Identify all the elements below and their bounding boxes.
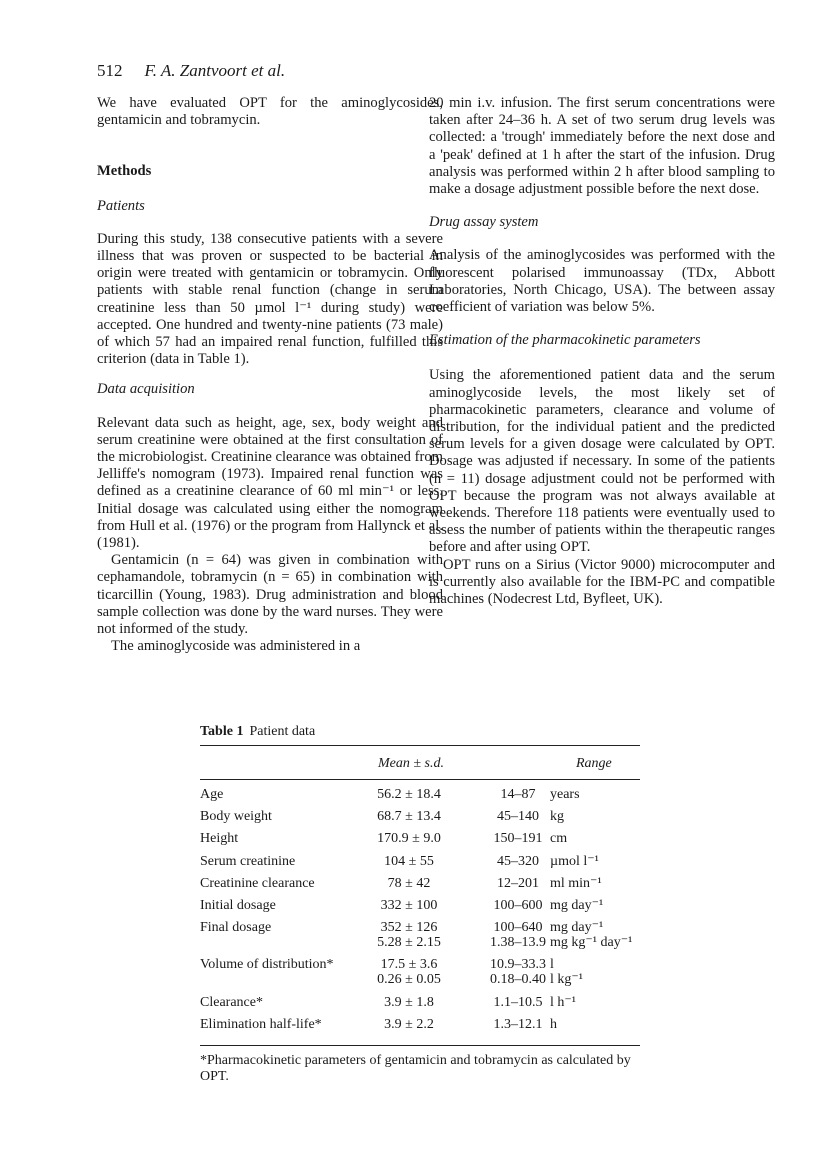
mean-cell: 17.5 ± 3.6: [380, 957, 438, 973]
mean-cell: 332 ± 100: [380, 897, 438, 913]
infusion-paragraph: 20 min i.v. infusion. The first serum concentrations were taken after 24–36 h. A set of two serum drug levels was collected: a 'trough' immediately before the next dose and a 'peak' defined at 1 h after the start of the infusion. Drug analysis was performed within 2 h after blood sampling to make a dosage adjustment possible before the next dose.: [429, 95, 775, 198]
table-header: [200, 746, 640, 779]
data-acquisition-paragraph: Relevant data such as height, age, sex, body weight and serum creatinine were obtained at the first consultation of the microbiologist. Creatinine clearance was obtained from Jelliffe's nomogram (1973). Impaired renal function was defined as a creatinine clearance of 60 ml min⁻¹ or less. Initial dosage was calculated using either the nomogram from Hull et al. (1976) or the program from Hallynck et al. (1981).: [97, 414, 443, 552]
parameter-cell: Final dosage: [200, 920, 272, 936]
range-cell: 1.1–10.5: [493, 994, 543, 1010]
drug-administration-paragraph: Gentamicin (n = 64) was given in combination with cephamandole, tobramycin (n = 65) in combination with ticarcillin (Young, 1983). Drug administration and blood sample collection was done by the ward nurses. They were not informed of the study.: [97, 552, 443, 638]
range-cell: 1.38–13.9: [490, 935, 546, 951]
page-number: 512: [97, 61, 123, 80]
mean-cell: 78 ± 42: [387, 875, 431, 891]
drug-assay-heading: Drug assay system: [429, 214, 539, 231]
range-cell: 100–640: [493, 920, 543, 936]
table-footnote: *Pharmacokinetic parameters of gentamicin and tobramycin as calculated by OPT.: [200, 1052, 631, 1084]
parameter-cell: Clearance*: [200, 994, 263, 1010]
table-body: [200, 780, 640, 1045]
page-header: [97, 61, 285, 81]
mean-cell: 3.9 ± 2.2: [384, 1016, 434, 1032]
mean-cell: 352 ± 126: [380, 920, 438, 936]
table-row: [200, 1017, 640, 1039]
range-cell: 100–600: [493, 897, 543, 913]
table-title: Patient data: [249, 724, 316, 739]
table-caption: [200, 724, 640, 740]
estimation-paragraph: Using the aforementioned patient data and the serum aminoglycoside levels, the most likely set of pharmacokinetic parameters, clearance and volume of distribution, for the individual patient and the predicted serum levels for a given dosage were calculated by OPT. Dosage was adjusted if necessary. In some of the patients (n = 11) dosage adjustment could not be performed with OPT because the program was not always available at weekends. Therefore 118 patients were eventually used to assess the number of patients within the therapeutic ranges before and after using OPT.: [429, 367, 775, 556]
unit-cell: mg day⁻¹: [550, 897, 604, 913]
unit-cell: l h⁻¹: [550, 994, 576, 1010]
range-cell: 45–320: [497, 853, 539, 869]
data-acquisition-heading: Data acquisition: [97, 381, 195, 398]
table-label: Table 1: [200, 724, 244, 739]
parameter-cell: Creatinine clearance: [200, 875, 315, 891]
intro-paragraph: We have evaluated OPT for the aminoglycosides, gentamicin and tobramycin.: [97, 95, 443, 129]
table-row: [200, 787, 640, 809]
parameter-cell: Age: [200, 787, 224, 802]
table-row: [200, 854, 640, 876]
administration-paragraph: The aminoglycoside was administered in a: [111, 638, 361, 655]
mean-cell: 56.2 ± 18.4: [377, 787, 441, 802]
unit-cell: l kg⁻¹: [550, 972, 583, 988]
methods-heading: Methods: [97, 163, 152, 180]
range-cell: 150–191: [493, 831, 543, 847]
parameter-cell: Volume of distribution*: [200, 957, 334, 973]
unit-cell: cm: [550, 831, 568, 847]
patient-data-table: [200, 724, 640, 1085]
running-head-authors: F. A. Zantvoort et al.: [144, 61, 286, 80]
patients-heading: Patients: [97, 197, 145, 214]
mean-cell: 104 ± 55: [384, 853, 434, 869]
unit-cell: kg: [550, 809, 564, 825]
table-row: [200, 809, 640, 831]
parameter-cell: Initial dosage: [200, 897, 276, 913]
column-header-range: Range: [576, 756, 612, 771]
parameter-cell: Body weight: [200, 809, 272, 825]
range-cell: 12–201: [497, 875, 539, 891]
mean-cell: 170.9 ± 9.0: [377, 831, 441, 847]
table-row: [200, 898, 640, 920]
estimation-heading: Estimation of the pharmacokinetic parameters: [429, 332, 701, 349]
opt-platform-paragraph: OPT runs on a Sirius (Victor 9000) microcomputer and is currently also available for the IBM-PC and compatible machines (Nodecrest Ltd, Byfleet, UK).: [429, 556, 775, 608]
parameter-cell: Height: [200, 831, 239, 847]
range-cell: 0.18–0.40: [490, 972, 546, 988]
right-column: [429, 95, 775, 608]
patients-paragraph: During this study, 138 consecutive patients with a severe illness that was proven or suspected to be bacterial in origin were treated with gentamicin or tobramycin. Only patients with stable renal function (change in serum creatinine less than 50 µmol l⁻¹ during study) were accepted. One hundred and twenty-nine patients (73 male) of which 57 had an impaired renal function, fulfilled this criterion (data in Table 1).: [97, 230, 443, 368]
parameter-cell: Elimination half-life*: [200, 1016, 322, 1032]
mean-cell: 5.28 ± 2.15: [377, 935, 441, 951]
table-row: [200, 995, 640, 1017]
mean-cell: 0.26 ± 0.05: [377, 972, 441, 988]
drug-assay-paragraph: Analysis of the aminoglycosides was performed with the fluorescent polarised immunoassay (TDx, Abbott Laboratories, North Chicago, USA). The between assay coefficient of variation was below 5%.: [429, 247, 775, 316]
mean-cell: 3.9 ± 1.8: [384, 994, 434, 1010]
unit-cell: h: [550, 1016, 557, 1032]
range-cell: 14–87: [500, 787, 536, 802]
unit-cell: ml min⁻¹: [550, 875, 602, 891]
table-row: [200, 920, 640, 957]
table-row: [200, 957, 640, 994]
mean-cell: 68.7 ± 13.4: [377, 809, 441, 825]
unit-cell: years: [550, 787, 580, 802]
table-row: [200, 876, 640, 898]
range-cell: 10.9–33.3: [490, 957, 546, 973]
unit-cell: µmol l⁻¹: [550, 853, 599, 869]
column-header-mean: Mean ± s.d.: [378, 756, 445, 771]
unit-cell: l: [550, 957, 554, 973]
left-column: [97, 95, 443, 655]
range-cell: 45–140: [497, 809, 539, 825]
table-row: [200, 831, 640, 853]
parameter-cell: Serum creatinine: [200, 853, 296, 869]
range-cell: 1.3–12.1: [493, 1016, 543, 1032]
unit-cell: mg day⁻¹: [550, 920, 604, 936]
unit-cell: mg kg⁻¹ day⁻¹: [550, 935, 633, 951]
